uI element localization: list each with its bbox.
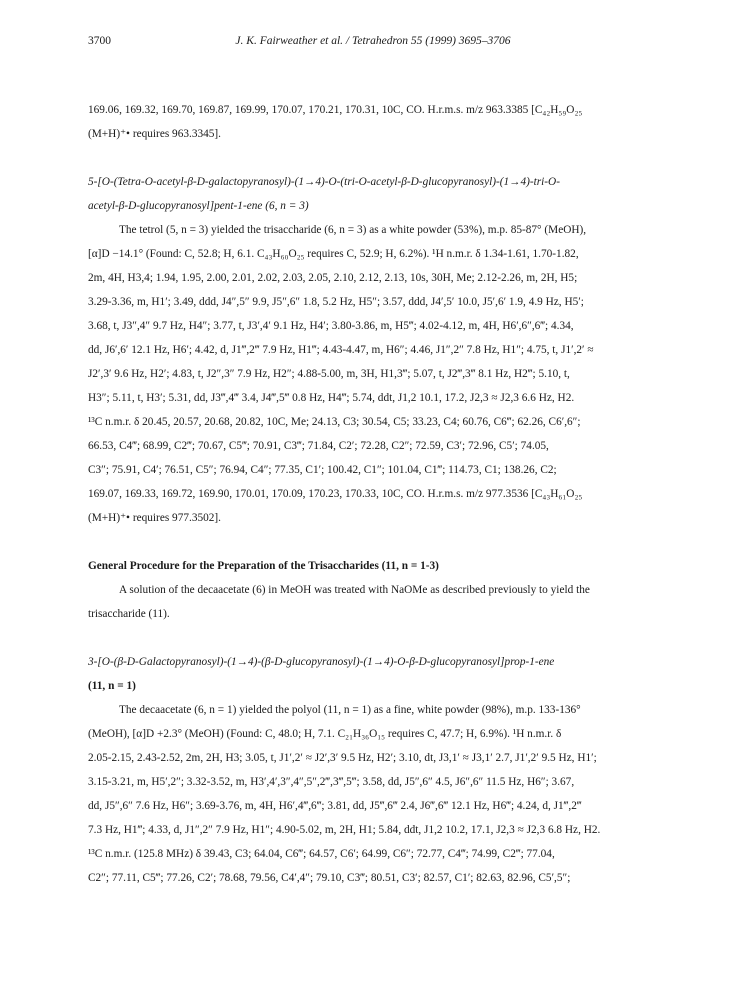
compound-title: 5-[O-(Tetra-O-acetyl-β-D-galactopyranosyl)-(1→4)-O-(tri-O-acetyl-β-D-glucopyranosyl)-(1→4)-tri-O- <box>88 176 560 188</box>
text-line: 3.68, t, J3″,4″ 9.7 Hz, H4″; 3.77, t, J3′,4′ 9.1 Hz, H4′; 3.80-3.86, m, H5‴; 4.02-4.12, m, 4H, H6′,6″,6‴; 4.34, <box>88 320 574 332</box>
text-line: The tetrol (5, n = 3) yielded the trisaccharide (6, n = 3) as a white powder (53%), m.p. 85-87° (MeOH), <box>119 224 587 236</box>
text-line: 169.06, 169.32, 169.70, 169.87, 169.99, 170.07, 170.21, 170.31, 10C, CO. H.r.m.s. m/z 963.3385 [C₄₂H₅₉O₂₅ <box>88 104 583 116</box>
text-line: dd, J6′,6′ 12.1 Hz, H6′; 4.42, d, J1‴,2‴ 7.9 Hz, H1‴; 4.43-4.47, m, H6″; 4.46, J1″,2″ 7.8 Hz, H1″; 4.75, t, J1′,2′ ≈ <box>88 344 594 356</box>
text-line: 7.3 Hz, H1‴; 4.33, d, J1″,2″ 7.9 Hz, H1″; 4.90-5.02, m, 2H, H1; 5.84, ddt, J1,2 10.2, 17.1, J2,3 ≈ J2,3 6.8 Hz, H2. <box>88 824 601 836</box>
text-line: C3″; 75.91, C4′; 76.51, C5″; 76.94, C4″; 77.35, C1′; 100.42, C1″; 101.04, C1‴; 114.73, C1; 138.26, C2; <box>88 464 557 476</box>
text-line: 66.53, C4‴; 68.99, C2‴; 70.67, C5‴; 70.91, C3‴; 71.84, C2′; 72.28, C2″; 72.59, C3′; 72.96, C5′; 74.05, <box>88 440 549 452</box>
section-heading: General Procedure for the Preparation of the Trisaccharides (11, n = 1-3) <box>88 560 439 572</box>
text-line: A solution of the decaacetate (6) in MeOH was treated with NaOMe as described previously to yield the <box>119 584 590 596</box>
text-line: 3.29-3.36, m, H1′; 3.49, ddd, J4″,5″ 9.9, J5″,6″ 1.8, 5.2 Hz, H5″; 3.57, ddd, J4′,5′ 10.0, J5′,6′ 1.9, 4.9 Hz, H5′; <box>88 296 584 308</box>
text-line: ¹³C n.m.r. (125.8 MHz) δ 39.43, C3; 64.04, C6‴; 64.57, C6′; 64.99, C6″; 72.77, C4‴; 74.99, C2‴; 77.04, <box>88 848 555 860</box>
text-line: 2m, 4H, H3,4; 1.94, 1.95, 2.00, 2.01, 2.02, 2.03, 2.05, 2.10, 2.12, 2.13, 10s, 30H, Me; 2.12-2.26, m, 2H, H5; <box>88 272 578 284</box>
text-line: (M+H)⁺• requires 963.3345]. <box>88 128 221 140</box>
text-line: J2′,3′ 9.6 Hz, H2′; 4.83, t, J2″,3″ 7.9 Hz, H2″; 4.88-5.00, m, 3H, H1,3‴; 5.07, t, J2‴,3‴ 8.1 Hz, H2‴; 5.10, t, <box>88 368 570 380</box>
text-line: 2.05-2.15, 2.43-2.52, 2m, 2H, H3; 3.05, t, J1′,2′ ≈ J2′,3′ 9.5 Hz, H2′; 3.10, dt, J3,1′ ≈ J3,1′ 2.7, J1′,2′ 9.5 Hz, H1′; <box>88 752 597 764</box>
text-line: C2″; 77.11, C5‴; 77.26, C2′; 78.68, 79.56, C4′,4″; 79.10, C3‴; 80.51, C3′; 82.57, C1′; 82.63, 82.96, C5′,5″; <box>88 872 571 884</box>
text-line: [α]D −14.1° (Found: C, 52.8; H, 6.1. C₄₃H₆₀O₂₅ requires C, 52.9; H, 6.2%). ¹H n.m.r. δ 1.34-1.61, 1.70-1.82, <box>88 248 579 260</box>
page-number: 3700 <box>88 35 111 47</box>
page-header <box>88 35 658 53</box>
running-head: J. K. Fairweather et al. / Tetrahedron 55 (1999) 3695–3706 <box>235 35 511 47</box>
text-line: dd, J5″,6″ 7.6 Hz, H6″; 3.69-3.76, m, 4H, H6′,4‴,6‴; 3.81, dd, J5‴,6‴ 2.4, J6‴,6‴ 12.1 Hz, H6‴; 4.24, d, J1‴,2‴ <box>88 800 582 812</box>
text-line: trisaccharide (11). <box>88 608 170 620</box>
text-line: H3″; 5.11, t, H3′; 5.31, dd, J3‴,4‴ 3.4, J4‴,5‴ 0.8 Hz, H4‴; 5.74, ddt, J1,2 10.1, 17.2, J2,3 ≈ J2,3 6.6 Hz, H2. <box>88 392 575 404</box>
text-line: ¹³C n.m.r. δ 20.45, 20.57, 20.68, 20.82, 10C, Me; 24.13, C3; 30.54, C5; 33.23, C4; 60.76, C6‴; 62.26, C6′,6″; <box>88 416 581 428</box>
text-line: 3.15-3.21, m, H5′,2″; 3.32-3.52, m, H3′,4′,3″,4″,5″,2‴,3‴,5‴; 3.58, dd, J5″,6″ 4.5, J6″,6″ 11.5 Hz, H6″; 3.67, <box>88 776 575 788</box>
compound-title: 3-[O-(β-D-Galactopyranosyl)-(1→4)-(β-D-glucopyranosyl)-(1→4)-O-β-D-glucopyranosyl]prop-1-ene <box>88 656 555 668</box>
text-line: (MeOH), [α]D +2.3° (MeOH) (Found: C, 48.0; H, 7.1. C₂₁H₃₆O₁₅ requires C, 47.7; H, 6.9%). ¹H n.m.r. δ <box>88 728 562 740</box>
compound-title: acetyl-β-D-glucopyranosyl]pent-1-ene (6, n = 3) <box>88 200 309 212</box>
text-line: The decaacetate (6, n = 1) yielded the polyol (11, n = 1) as a fine, white powder (98%), m.p. 133-136° <box>119 704 581 716</box>
text-line: (M+H)⁺• requires 977.3502]. <box>88 512 221 524</box>
text-line: 169.07, 169.33, 169.72, 169.90, 170.01, 170.09, 170.23, 170.33, 10C, CO. H.r.m.s. m/z 977.3536 [C₄₃H₆₁O₂₅ <box>88 488 583 500</box>
compound-label: (11, n = 1) <box>88 680 136 692</box>
article-body <box>88 98 660 890</box>
